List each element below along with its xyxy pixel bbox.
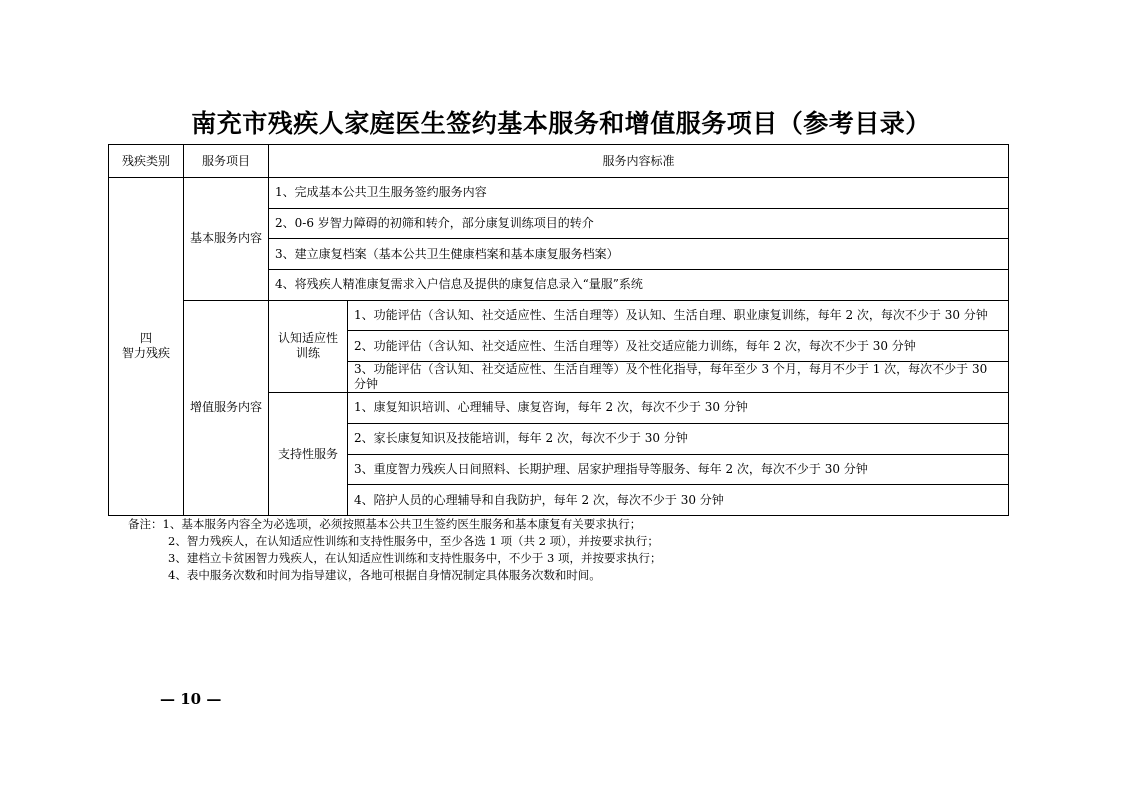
cognitive-item-1: 1、功能评估（含认知、社交适应性、生活自理等）及认知、生活自理、职业康复训练，每年 2 次，每次不少于 30 分钟 [348,300,1009,331]
page-number: — 10 — [160,690,222,708]
cognitive-training-label-line2: 训练 [295,346,320,361]
support-item-4: 4、陪护人员的心理辅导和自我防护，每年 2 次，每次不少于 30 分钟 [348,485,1009,516]
basic-item-4: 4、将残疾人精准康复需求入户信息及提供的康复信息录入“量服”系统 [269,270,1009,301]
support-item-1: 1、康复知识培训、心理辅导、康复咨询，每年 2 次，每次不少于 30 分钟 [348,393,1009,424]
note-line-3: 3、建档立卡贫困智力残疾人，在认知适应性训练和支持性服务中，不少于 3 项，并按要求执行； [168,551,662,565]
cognitive-item-2: 2、功能评估（含认知、社交适应性、生活自理等）及社交适应能力训练，每年 2 次，每次不少于 30 分钟 [348,331,1009,362]
disability-category-name: 智力残疾 [121,346,170,361]
note-line-4: 4、表中服务次数和时间为指导建议，各地可根据自身情况制定具体服务次数和时间。 [168,568,601,582]
value-added-service-label: 增值服务内容 [184,300,269,515]
support-service-label: 支持性服务 [269,393,348,516]
basic-item-3: 3、建立康复档案（基本公共卫生健康档案和基本康复服务档案） [269,239,1009,270]
note-line-2: 2、智力残疾人，在认知适应性训练和支持性服务中，至少各选 1 项（共 2 项），并按要求执行； [168,534,659,548]
cognitive-item-3: 3、功能评估（含认知、社交适应性、生活自理等）及个性化指导，每年至少 3 个月，每月不少于 1 次，每次不少于 30 分钟 [348,362,1009,393]
table-row [109,178,1009,209]
header-service-standard: 服务内容标准 [269,145,1009,178]
basic-service-label: 基本服务内容 [184,178,269,301]
support-item-3: 3、重度智力残疾人日间照料、长期护理、居家护理指导等服务、每年 2 次，每次不少于 30 分钟 [348,454,1009,485]
disability-category-cell [109,178,184,516]
header-service-item: 服务项目 [184,145,269,178]
disability-category-number: 四 [139,331,152,346]
notes-section [128,516,661,584]
note-line-1: 备注：1、基本服务内容全为必选项，必须按照基本公共卫生签约医生服务和基本康复有关要求执行； [128,517,642,531]
cognitive-training-label [269,300,348,392]
header-disability-category: 残疾类别 [109,145,184,178]
basic-item-2: 2、0-6 岁智力障碍的初筛和转介，部分康复训练项目的转介 [269,208,1009,239]
service-table [108,144,1009,516]
table-header-row [109,145,1009,178]
page-title: 南充市残疾人家庭医生签约基本服务和增值服务项目（参考目录） [191,109,931,138]
cognitive-training-label-line1: 认知适应性 [277,331,338,346]
table-row [109,300,1009,331]
basic-item-1: 1、完成基本公共卫生服务签约服务内容 [269,178,1009,209]
support-item-2: 2、家长康复知识及技能培训，每年 2 次，每次不少于 30 分钟 [348,423,1009,454]
